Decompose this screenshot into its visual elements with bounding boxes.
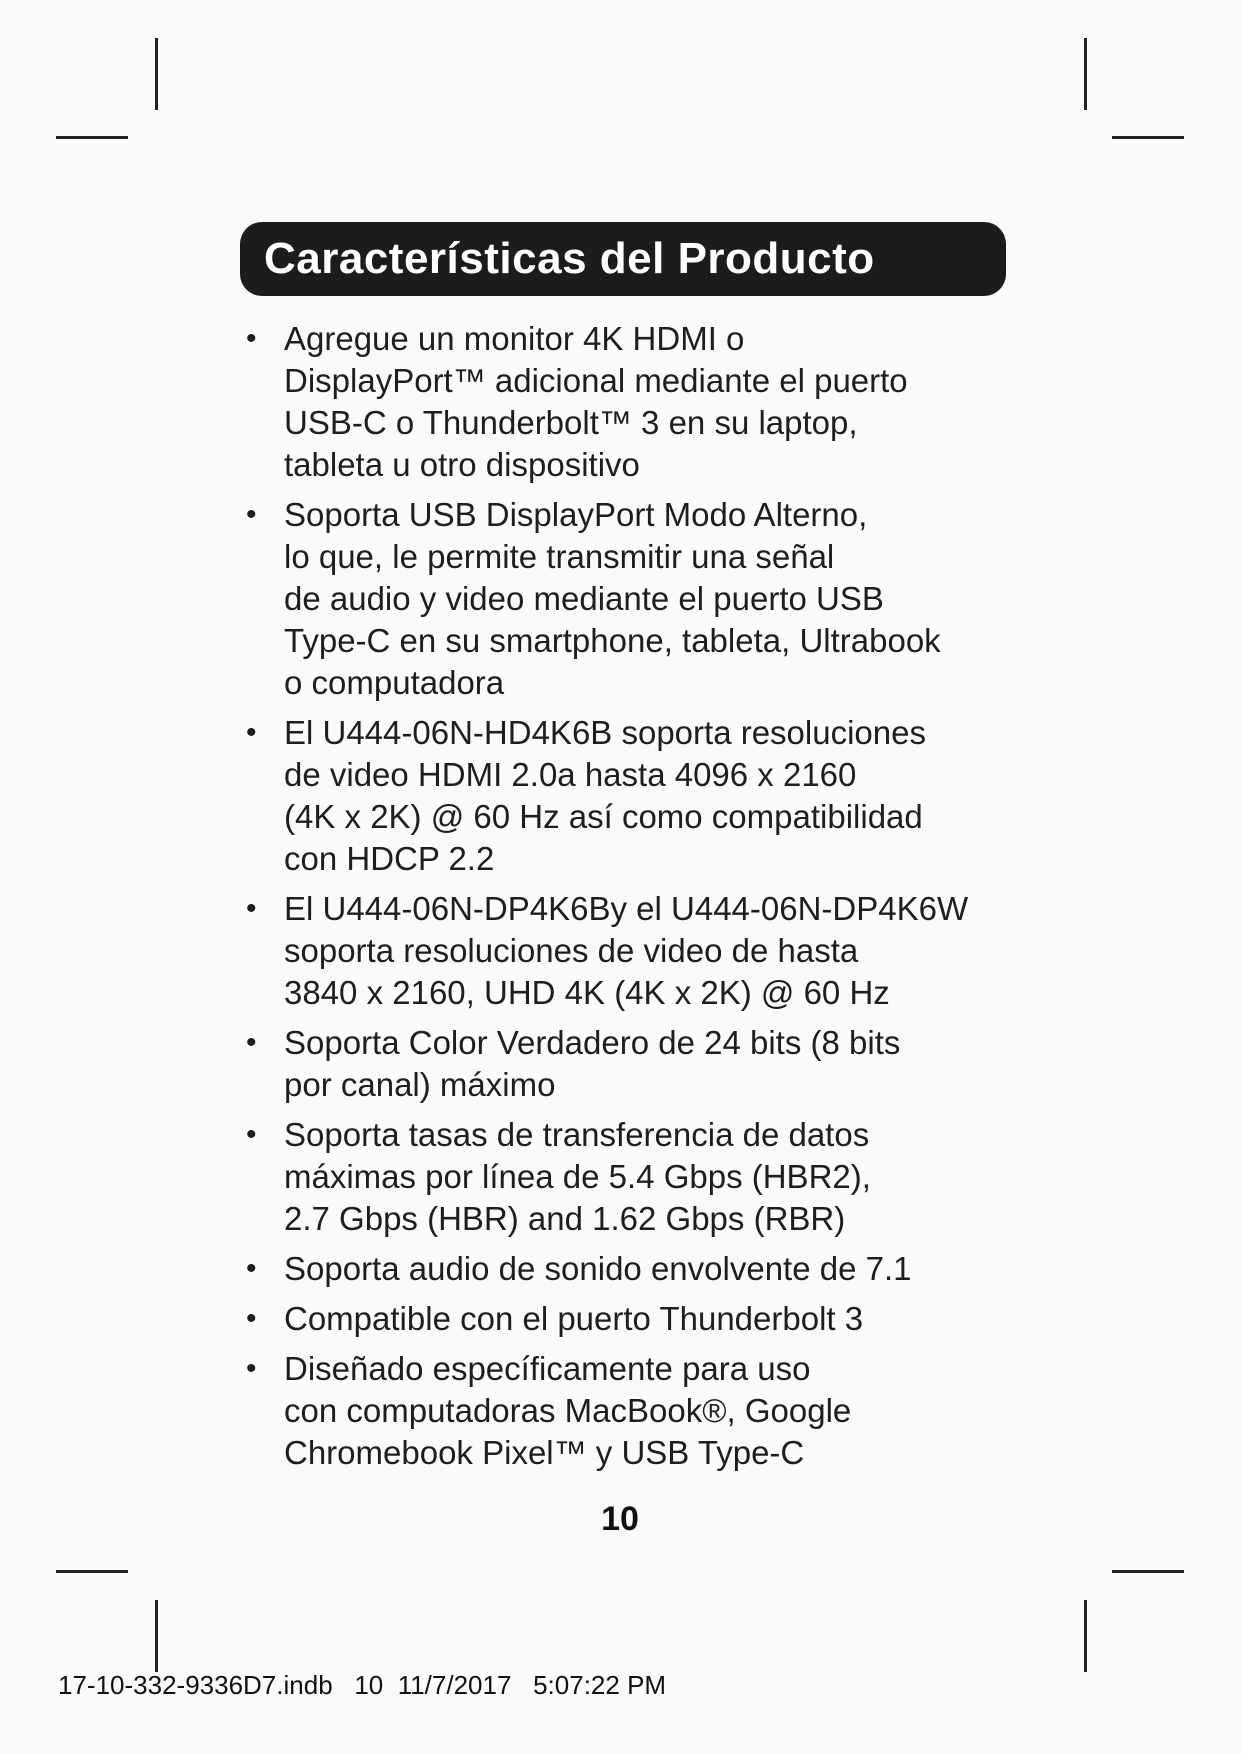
bullet-icon: • bbox=[246, 1352, 257, 1385]
feature-text: Diseñado específicamente para uso con computadoras MacBook®, Google Chromebook Pixel™ y USB Type-C bbox=[284, 1350, 852, 1471]
bullet-icon: • bbox=[246, 1118, 257, 1151]
feature-text: El U444-06N-HD4K6B soporta resoluciones de video HDMI 2.0a hasta 4096 x 2160 (4K x 2K) @ 60 Hz así como compatibilidad con HDCP 2.2 bbox=[284, 714, 926, 877]
feature-item bbox=[246, 1248, 1016, 1290]
crop-mark-top-right-vertical bbox=[1084, 38, 1087, 110]
feature-item bbox=[246, 1022, 1016, 1106]
feature-text: Soporta USB DisplayPort Modo Alterno, lo que, le permite transmitir una señal de audio y video mediante el puerto USB Type-C en su smartphone, tableta, Ultrabook o computadora bbox=[284, 496, 941, 701]
bullet-icon: • bbox=[246, 1302, 257, 1335]
feature-text: Agregue un monitor 4K HDMI o DisplayPort™ adicional mediante el puerto USB-C o Thunderbolt™ 3 en su laptop, tableta u otro dispositivo bbox=[284, 320, 908, 483]
printer-slug: 17-10-332-9336D7.indb 10 11/7/2017 5:07:22 PM bbox=[58, 1670, 667, 1700]
crop-mark-top-left-horizontal bbox=[56, 136, 128, 139]
bullet-icon: • bbox=[246, 1252, 257, 1285]
feature-item bbox=[246, 712, 1016, 880]
section-title-bar bbox=[240, 222, 1006, 296]
feature-list bbox=[246, 318, 1016, 1482]
feature-item bbox=[246, 888, 1016, 1014]
crop-mark-bottom-right-vertical bbox=[1084, 1600, 1087, 1672]
bullet-icon: • bbox=[246, 716, 257, 749]
crop-mark-bottom-left-horizontal bbox=[56, 1570, 128, 1573]
feature-item bbox=[246, 1114, 1016, 1240]
feature-text: El U444-06N-DP4K6By el U444-06N-DP4K6W soporta resoluciones de video de hasta 3840 x 2160, UHD 4K (4K x 2K) @ 60 Hz bbox=[284, 890, 969, 1011]
feature-item bbox=[246, 1348, 1016, 1474]
feature-text: Soporta audio de sonido envolvente de 7.1 bbox=[284, 1250, 912, 1287]
feature-item bbox=[246, 1298, 1016, 1340]
bullet-icon: • bbox=[246, 1026, 257, 1059]
feature-item bbox=[246, 494, 1016, 704]
feature-text: Compatible con el puerto Thunderbolt 3 bbox=[284, 1300, 864, 1337]
bullet-icon: • bbox=[246, 322, 257, 355]
crop-mark-top-left-vertical bbox=[155, 38, 158, 110]
section-title: Características del Producto bbox=[264, 234, 875, 283]
crop-mark-bottom-left-vertical bbox=[155, 1600, 158, 1672]
crop-mark-top-right-horizontal bbox=[1112, 136, 1184, 139]
crop-mark-bottom-right-horizontal bbox=[1112, 1570, 1184, 1573]
feature-text: Soporta tasas de transferencia de datos máximas por línea de 5.4 Gbps (HBR2), 2.7 Gbps (HBR) and 1.62 Gbps (RBR) bbox=[284, 1116, 871, 1237]
bullet-icon: • bbox=[246, 498, 257, 531]
bullet-icon: • bbox=[246, 892, 257, 925]
feature-text: Soporta Color Verdadero de 24 bits (8 bits por canal) máximo bbox=[284, 1024, 901, 1103]
feature-item bbox=[246, 318, 1016, 486]
page-number: 10 bbox=[601, 1500, 639, 1538]
